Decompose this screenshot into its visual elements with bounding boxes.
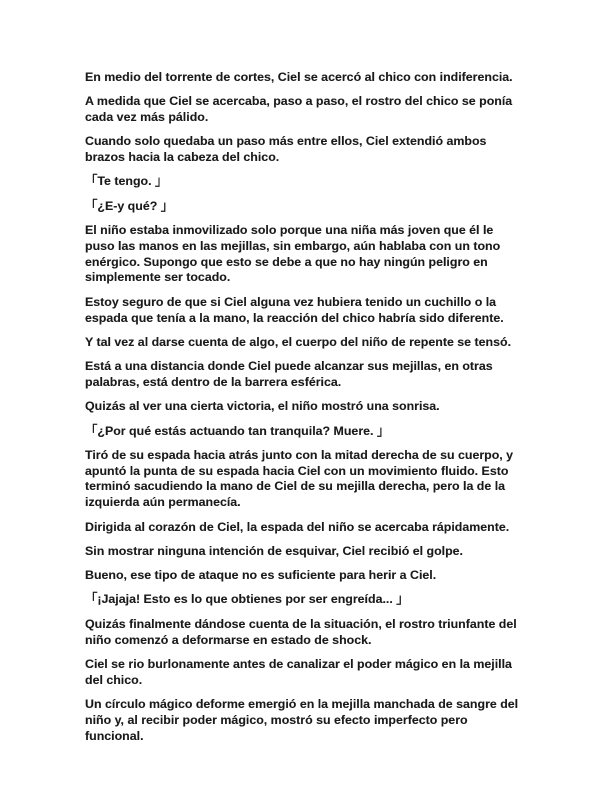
- dialogue-line: 「¿E-y qué? 」: [85, 198, 174, 213]
- paragraph: Bueno, ese tipo de ataque no es suficiente para herir a Ciel.: [85, 568, 437, 583]
- paragraph: Ciel se rio burlonamente antes de canalizar el poder mágico en la mejilla del chico.: [85, 656, 512, 687]
- paragraph: Y tal vez al darse cuenta de algo, el cuerpo del niño de repente se tensó.: [85, 334, 512, 349]
- paragraph: Quizás al ver una cierta victoria, el niño mostró una sonrisa.: [85, 399, 440, 414]
- dialogue-line: 「¡Jajaja! Esto es lo que obtienes por ser engreída... 」: [85, 592, 409, 607]
- paragraph: Dirigida al corazón de Ciel, la espada del niño se acercaba rápidamente.: [85, 519, 510, 534]
- paragraph: Está a una distancia donde Ciel puede alcanzar sus mejillas, en otras palabras, está dentro de la barrera esférica.: [85, 359, 493, 389]
- paragraph: En medio del torrente de cortes, Ciel se acercó al chico con indiferencia.: [85, 70, 513, 84]
- paragraph: Estoy seguro de que si Ciel alguna vez hubiera tenido un cuchillo o la espada que tenía a la mano, la reacción del chico habría sido diferente.: [85, 294, 504, 325]
- dialogue-line: 「Te tengo. 」: [85, 174, 168, 189]
- paragraph: Sin mostrar ninguna intención de esquivar, Ciel recibió el golpe.: [85, 543, 463, 558]
- paragraph: Un círculo mágico deforme emergió en la mejilla manchada de sangre del niño y, al recibir poder mágico, mostró su efecto imperfecto pero funcional.: [85, 696, 519, 743]
- paragraph: A medida que Ciel se acercaba, paso a paso, el rostro del chico se ponía cada vez más pálido.: [85, 94, 513, 125]
- dialogue-line: 「¿Por qué estás actuando tan tranquila? Muere. 」: [85, 423, 390, 438]
- paragraph: El niño estaba inmovilizado solo porque una niña más joven que él le puso las manos en las mejillas, sin embargo, aún hablaba con un tono enérgico. Supongo que esto se debe a que no hay ningún peligro en simplemente ser tocado.: [85, 223, 501, 285]
- paragraph: Tiró de su espada hacia atrás junto con la mitad derecha de su cuerpo, y apuntó la punta de su espada hacia Ciel con un movimiento fluido. Esto terminó sacudiendo la mano de Ciel de su mejilla derecha, pero la de la izquierda aún permanecía.: [85, 447, 514, 510]
- paragraph: Cuando solo quedaba un paso más entre ellos, Ciel extendió ambos brazos hacia la cabeza del chico.: [85, 134, 487, 165]
- document-body: [85, 70, 525, 753]
- paragraph: Quizás finalmente dándose cuenta de la situación, el rostro triunfante del niño comenzó a deformarse en estado de shock.: [85, 616, 517, 647]
